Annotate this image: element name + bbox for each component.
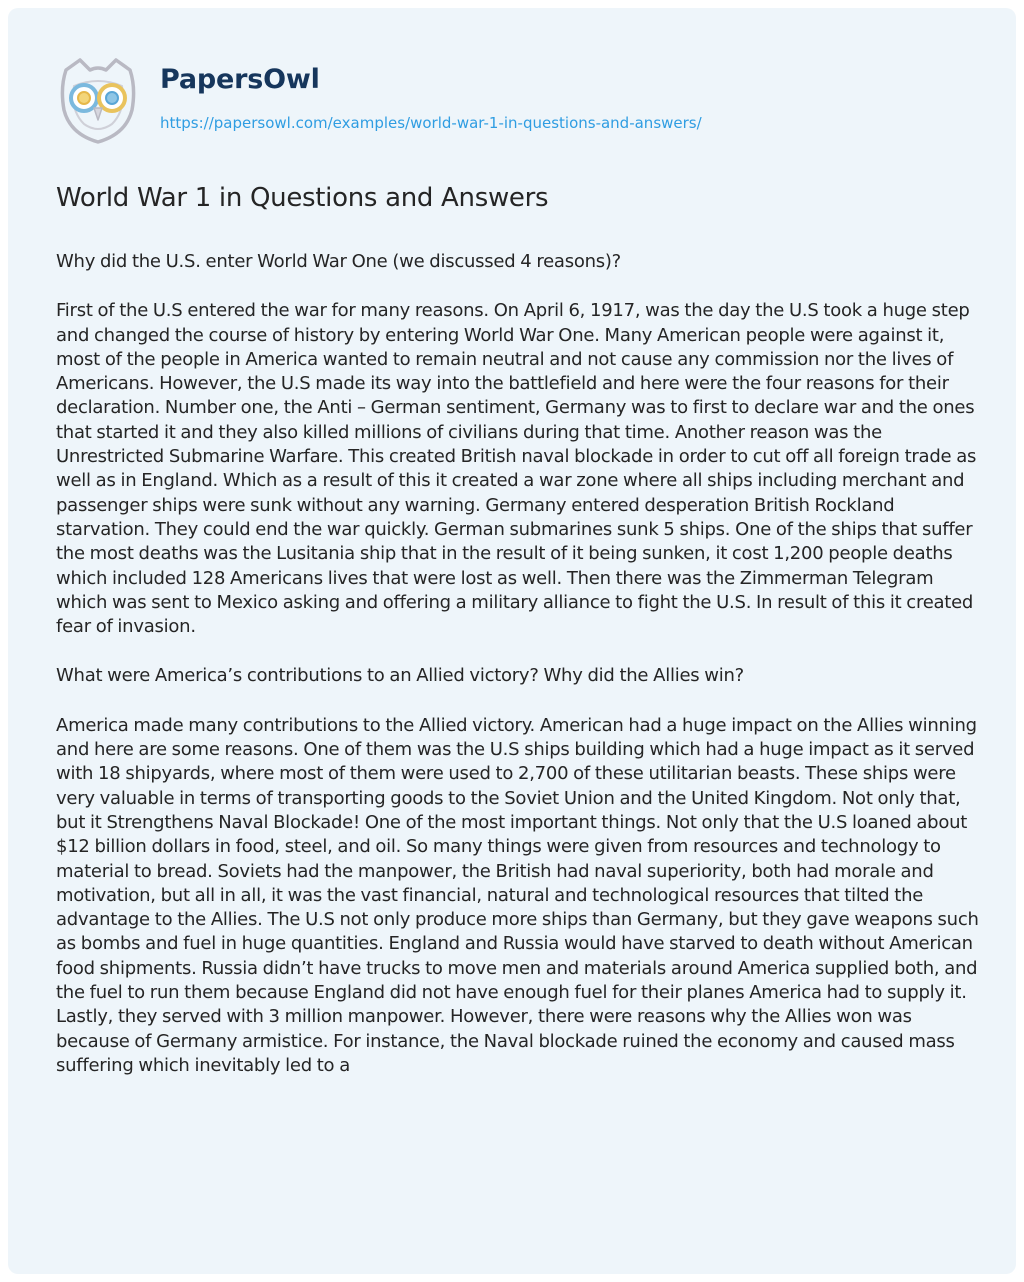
document-card <box>8 8 1016 1274</box>
article-title: World War 1 in Questions and Answers <box>56 183 549 213</box>
article-content <box>56 178 986 1103</box>
answer-paragraph: America made many contributions to the Allied victory. American had a huge impact on the Allies winning and here are some reasons. One of them was the U.S ships building which had a huge impact as it served with 18 shipyards, where most of them were used to 2,700 of these utilitarian beasts. These ships were very valuable in terms of transporting goods to the Soviet Union and the United Kingdom. Not only that, but it Strengthens Naval Blockade! One of the most important things. Not only that the U.S loaned about $12 billion dollars in food, steel, and oil. So many things were given from resources and technology to material to bread. Soviets had the manpower, the British had naval superiority, both had morale and motivation, but all in all, it was the vast financial, natural and technological resources that tilted the advantage to the Allies. The U.S not only produce more ships than Germany, but they gave weapons such as bombs and fuel in huge quantities. England and Russia would have starved to death without American food shipments. Russia didn’t have trucks to move men and materials around America supplied both, and the fuel to run them because England did not have enough fuel for their planes America had to supply it. Lastly, they served with 3 million manpower. However, there were reasons why the Allies won was because of Germany armistice. For instance, the Naval blockade ruined the economy and caused mass suffering which inevitably led to a <box>56 714 979 1076</box>
owl-logo-icon <box>56 56 140 146</box>
brand-name[interactable]: PapersOwl <box>160 64 320 95</box>
source-url-link[interactable]: https://papersowl.com/examples/world-war-1-in-questions-and-answers/ <box>160 114 702 132</box>
answer-paragraph: First of the U.S entered the war for many reasons. On April 6, 1917, was the day the U.S took a huge step and changed the course of history by entering World War One. Many American people were against it, most of the people in America wanted to remain neutral and not cause any commission nor the lives of Americans. However, the U.S made its way into the battlefield and here were the four reasons for their declaration. Number one, the Anti – German sentiment, Germany was to first to declare war and the ones that started it and they also killed millions of civilians during that time. Another reason was the Unrestricted Submarine Warfare. This created British naval blockade in order to cut off all foreign trade as well as in England. Which as a result of this it created a war zone where all ships including merchant and passenger ships were sunk without any warning. Germany entered desperation British Rockland starvation. They could end the war quickly. German submarines sunk 5 ships. One of the ships that suffer the most deaths was the Lusitania ship that in the result of it being sunken, it cost 1,200 people deaths which included 128 Americans lives that were lost as well. Then there was the Zimmerman Telegram which was sent to Mexico asking and offering a military alliance to fight the U.S. In result of this it created fear of invasion. <box>56 300 977 638</box>
question-paragraph: Why did the U.S. enter World War One (we discussed 4 reasons)? <box>56 251 621 272</box>
question-paragraph: What were America’s contributions to an Allied victory? Why did the Allies win? <box>56 665 744 687</box>
